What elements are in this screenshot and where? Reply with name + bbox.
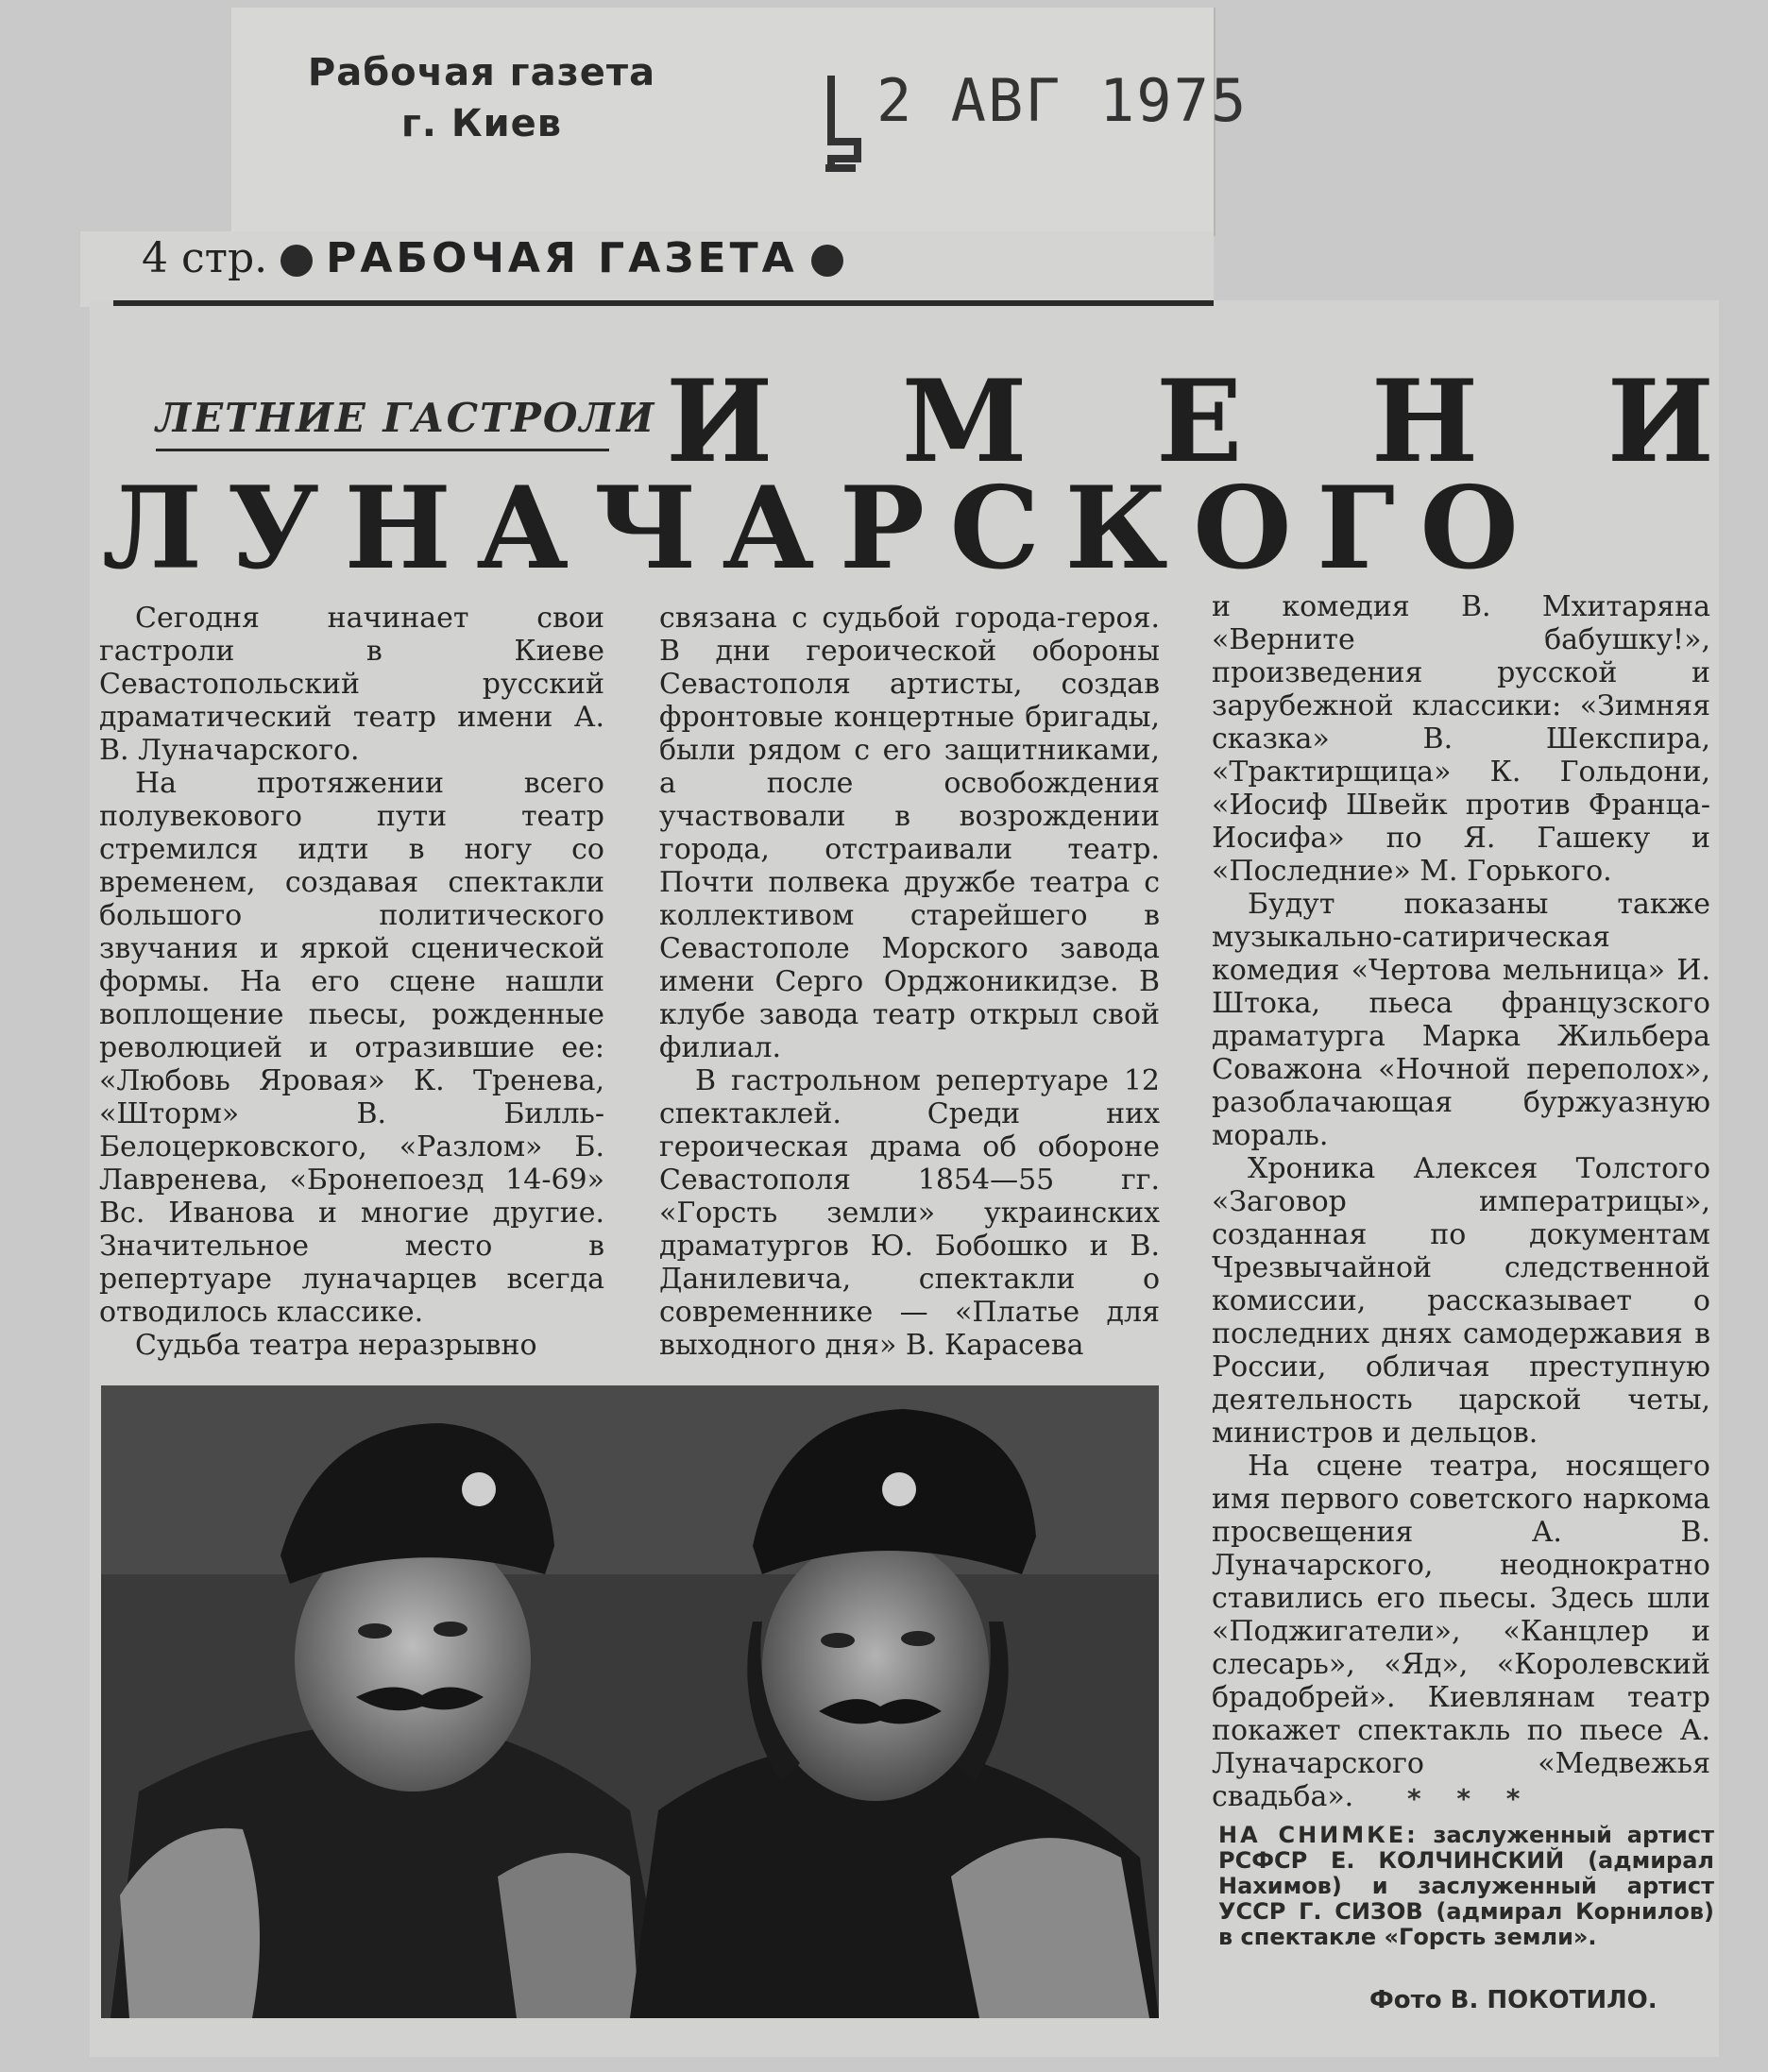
article-rubric: ЛЕТНИЕ ГАСТРОЛИ bbox=[156, 395, 656, 441]
headline-letter: С bbox=[949, 462, 1040, 595]
headline-letter: И bbox=[1606, 355, 1714, 488]
article-photo bbox=[101, 1385, 1159, 2018]
date-stamp bbox=[822, 66, 1248, 135]
headline-line-2 bbox=[102, 462, 1519, 595]
paragraph: Хроника Алексея Толстого «Заговор императрицы», созданная по документам Чрезвычайной следственной комиссии, рассказывает о последних днях самодержавия в России, обличая преступную деятельность царской четы, министров и дельцов. bbox=[1212, 1152, 1710, 1450]
headline-letter: О bbox=[1193, 462, 1292, 595]
headline-letter: А bbox=[476, 462, 570, 595]
paragraph: На сцене театра, носящего имя первого советского наркома просвещения А. В. Луначарского, неоднократно ставились его пьесы. Здесь шли «Поджигатели», «Канцлер и слесарь», «Яд», «Королевский брадобрей». Киевлянам театр покажет спектакль по пьесе А. Луначарского «Медвежья свадьба». bbox=[1212, 1450, 1710, 1813]
article-column-3 bbox=[1212, 590, 1710, 1813]
paragraph: На протяжении всего полувекового пути театр стремился идти в ногу со временем, создавая спектакли большого политического звучания и яркой сценической формы. На его сцене нашли воплощение пьесы, рожденные революцией и отразившие ее: «Любовь Яровая» К. Тренева, «Шторм» В. Билль-Белоцерковского, «Разлом» Б. Лавренева, «Бронепоезд 14-69» Вс. Иванова и многие другие. Значительное место в репертуаре луначарцев всегда отводилось классике. bbox=[99, 767, 604, 1329]
headline-letter: Ч bbox=[593, 462, 698, 595]
paragraph: Сегодня начинает свои гастроли в Киеве Севастопольский русский драматический театр имени А. В. Луначарского. bbox=[99, 602, 604, 767]
headline-letter: Н bbox=[1370, 355, 1479, 488]
source-title: Рабочая газета bbox=[307, 51, 656, 94]
section-separator: * * * bbox=[1407, 1783, 1534, 1814]
source-city: г. Киев bbox=[400, 102, 563, 145]
paper-title: РАБОЧАЯ ГАЗЕТА bbox=[326, 234, 798, 282]
headline-letter: Г bbox=[1317, 462, 1395, 595]
rubric-underline bbox=[156, 449, 609, 451]
photo-two-admirals bbox=[101, 1385, 1159, 2018]
headline-letter: Е bbox=[1155, 355, 1243, 488]
article-column-2 bbox=[659, 602, 1160, 1362]
page-header bbox=[142, 234, 857, 282]
paragraph: Судьба театра неразрывно bbox=[135, 1329, 537, 1362]
source-name bbox=[283, 47, 680, 149]
paragraph: В гастрольном репертуаре 12 спектаклей. Среди них героическая драма об обороне Севастополя 1854—55 гг. «Горсть земли» украинских драматургов Ю. Бобошко и В. Данилевича, спектакли о современнике — «Платье для выходного дня» В. Карасева bbox=[659, 1064, 1160, 1362]
headline-line-1 bbox=[666, 355, 1714, 488]
paragraph: Будут показаны также музыкально-сатирическая комедия «Чертова мельница» И. Штока, пьеса французского драматурга Марка Жильбера Соважона «Ночной переполох», разоблачающая буржуазную мораль. bbox=[1212, 888, 1710, 1152]
headline-letter: Р bbox=[839, 462, 925, 595]
paragraph: связана с судьбой города-героя. В дни героической обороны Севастополя артисты, создав фронтовые концертные бригады, были рядом с его защитниками, а после освобождения участвовали в возрождении города, отстраивали театр. Почти полвека дружбе театра с коллективом старейшего в Севастополе Морского завода имени Серго Орджоникидзе. В клубе завода театр открыл свой филиал. bbox=[659, 602, 1160, 1064]
headline-letter: М bbox=[901, 355, 1028, 488]
bullet-icon bbox=[811, 245, 843, 277]
headline-letter: Л bbox=[102, 462, 203, 595]
caption-text: заслуженный артист РСФСР Е. КОЛЧИНСКИЙ (адмирал Нахимов) и заслуженный артист УССР Г. СИЗОВ (адмирал Корнилов) в спектакле «Горсть земли». bbox=[1218, 1822, 1714, 1950]
header-divider bbox=[113, 300, 1214, 306]
bullet-icon bbox=[280, 245, 313, 277]
photo-credit: Фото В. ПОКОТИЛО. bbox=[1369, 1986, 1658, 2014]
photo-caption bbox=[1218, 1823, 1714, 1950]
headline-letter: К bbox=[1064, 462, 1168, 595]
caption-label: НА СНИМКЕ: bbox=[1218, 1822, 1419, 1848]
paragraph: и комедия В. Мхитаряна «Верните бабушку!», произведения русской и зарубежной классики: «Зимняя сказка» В. Шекспира, «Трактирщица» К. Гольдони, «Иосиф Швейк против Франца-Иосифа» по Я. Гашеку и «Последние» М. Горького. bbox=[1212, 590, 1710, 888]
headline-letter: А bbox=[722, 462, 815, 595]
headline-letter: Н bbox=[344, 462, 451, 595]
date-text: 2 АВГ 1975 bbox=[876, 66, 1249, 135]
headline-letter: У bbox=[227, 462, 319, 595]
article-column-1 bbox=[99, 602, 604, 1362]
page-number: 4 стр. bbox=[142, 234, 268, 282]
headline-letter: О bbox=[1420, 462, 1519, 595]
headline-letter: И bbox=[666, 355, 774, 488]
